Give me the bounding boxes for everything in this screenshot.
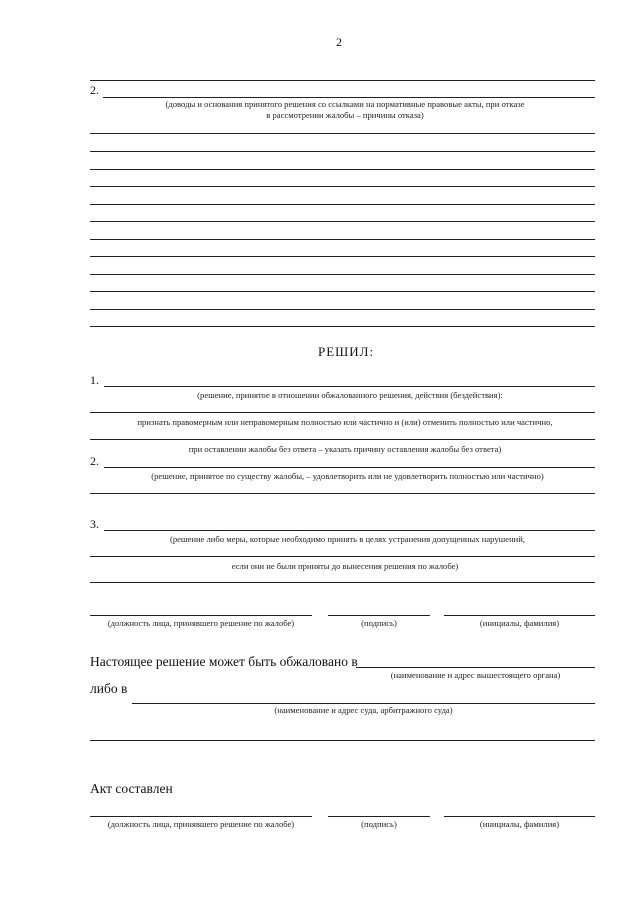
form-line[interactable] bbox=[90, 582, 595, 583]
form-line[interactable] bbox=[90, 740, 595, 741]
form-line[interactable] bbox=[90, 556, 595, 557]
form-line[interactable] bbox=[90, 221, 595, 222]
position-line[interactable] bbox=[90, 816, 312, 817]
field-caption: (решение, принятое в отношении обжалованного решения, действия (бездействия): bbox=[197, 390, 503, 400]
signature-line[interactable] bbox=[328, 816, 430, 817]
field-caption: (наименование и адрес суда, арбитражного суда) bbox=[274, 705, 453, 715]
form-line[interactable] bbox=[90, 186, 595, 187]
form-line[interactable] bbox=[90, 204, 595, 205]
form-line[interactable] bbox=[90, 326, 595, 327]
appeal-text: Настоящее решение может быть обжаловано в bbox=[90, 654, 358, 669]
name-line[interactable] bbox=[444, 615, 595, 616]
name-caption: (инициалы, фамилия) bbox=[479, 618, 560, 628]
form-line[interactable] bbox=[90, 439, 595, 440]
item-number: 1. bbox=[90, 373, 99, 387]
field-caption: признать правомерным или неправомерным полностью или частично и (или) отменить полностью или частично, bbox=[137, 417, 553, 427]
item-number: 2. bbox=[90, 454, 99, 468]
signature-line[interactable] bbox=[328, 615, 430, 616]
field-caption: в рассмотрении жалобы – причины отказа) bbox=[266, 110, 424, 120]
field-caption: если они не были приняты до вынесения решения по жалобе) bbox=[231, 561, 459, 571]
form-line[interactable] bbox=[90, 256, 595, 257]
field-caption: (наименование и адрес вышестоящего органа) bbox=[390, 670, 561, 680]
position-line[interactable] bbox=[90, 615, 312, 616]
item-number: 3. bbox=[90, 517, 99, 531]
form-line[interactable] bbox=[90, 291, 595, 292]
form-line[interactable] bbox=[90, 412, 595, 413]
form-line[interactable] bbox=[90, 274, 595, 275]
form-line[interactable] bbox=[90, 169, 595, 170]
form-line[interactable] bbox=[90, 309, 595, 310]
form-line[interactable] bbox=[90, 493, 595, 494]
item-number: 2. bbox=[90, 83, 99, 97]
name-caption: (инициалы, фамилия) bbox=[479, 819, 560, 829]
act-text: Акт составлен bbox=[90, 781, 173, 796]
appeal-or-text: либо в bbox=[90, 681, 128, 696]
form-line[interactable] bbox=[90, 151, 595, 152]
field-caption: (доводы и основания принятого решения со ссылками на нормативные правовые акты, при отказе bbox=[165, 99, 525, 109]
signature-caption: (подпись) bbox=[361, 618, 397, 628]
page-number: 2 bbox=[336, 35, 342, 49]
field-caption: при оставлении жалобы без ответа – указать причину оставления жалобы без ответа) bbox=[188, 444, 502, 454]
name-line[interactable] bbox=[444, 816, 595, 817]
form-line[interactable] bbox=[104, 467, 595, 468]
form-line[interactable] bbox=[132, 703, 595, 704]
form-line[interactable] bbox=[90, 80, 595, 81]
form-line[interactable] bbox=[104, 530, 595, 531]
form-line[interactable] bbox=[90, 239, 595, 240]
form-line[interactable] bbox=[104, 386, 595, 387]
field-caption: (решение, принятое по существу жалобы, – удовлетворить или не удовлетворить полностью или частично) bbox=[151, 471, 544, 481]
form-line[interactable] bbox=[90, 133, 595, 134]
position-caption: (должность лица, принявшего решение по жалобе) bbox=[107, 819, 295, 829]
form-line[interactable] bbox=[103, 97, 595, 98]
signature-caption: (подпись) bbox=[361, 819, 397, 829]
form-line[interactable] bbox=[356, 667, 595, 668]
position-caption: (должность лица, принявшего решение по жалобе) bbox=[107, 618, 295, 628]
decision-heading: РЕШИЛ: bbox=[318, 344, 375, 359]
field-caption: (решение либо меры, которые необходимо принять в целях устранения допущенных нарушений, bbox=[169, 534, 526, 544]
